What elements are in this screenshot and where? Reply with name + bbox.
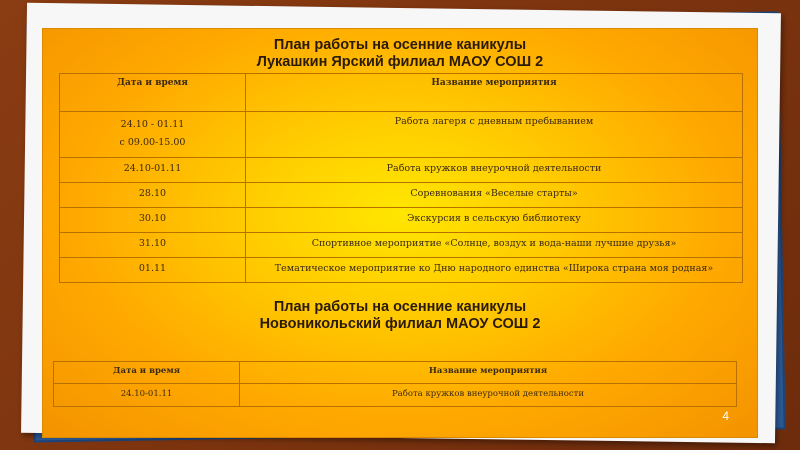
table-row [60, 258, 743, 283]
row-date: 01.11 [60, 258, 246, 283]
row-date: 24.10-01.11 [54, 384, 240, 407]
section2-title [43, 299, 757, 333]
section2-title-line2: Новоникольский филиал МАОУ СОШ 2 [259, 316, 541, 332]
row-event: Работа лагеря с дневным пребыванием [246, 112, 743, 158]
header-event: Название мероприятия [240, 362, 737, 384]
row-date [60, 112, 246, 158]
row-date-value: 24.10 - 01.11 [120, 119, 185, 130]
page-number: 4 [722, 409, 729, 423]
row-event: Спортивное мероприятие «Солнце, воздух и вода-наши лучшие друзья» [246, 233, 743, 258]
row-event: Тематическое мероприятие ко Дню народного единства «Широка страна моя родная» [246, 258, 743, 283]
header-date: Дата и время [60, 74, 246, 112]
row-date: 31.10 [60, 233, 246, 258]
row-date: 28.10 [60, 183, 246, 208]
table-row [54, 384, 737, 407]
section1-title [43, 37, 757, 71]
section2-title-line1: План работы на осенние каникулы [273, 299, 527, 315]
row-event: Работа кружков внеурочной деятельности [246, 158, 743, 183]
section2-schedule-table [53, 361, 737, 407]
table-header-row [54, 362, 737, 384]
table-row [60, 112, 743, 158]
section1-title-line1: План работы на осенние каникулы [273, 37, 527, 53]
section1-schedule-table [59, 73, 743, 283]
section1-title-line2: Лукашкин Ярский филиал МАОУ СОШ 2 [256, 54, 544, 70]
header-date: Дата и время [54, 362, 240, 384]
table-header-row [60, 74, 743, 112]
row-time-value: с 09.00-15.00 [119, 137, 186, 148]
row-event: Экскурсия в сельскую библиотеку [246, 208, 743, 233]
row-date: 24.10-01.11 [60, 158, 246, 183]
row-event: Соревнования «Веселые старты» [246, 183, 743, 208]
slide [42, 28, 758, 438]
row-date: 30.10 [60, 208, 246, 233]
row-event: Работа кружков внеурочной деятельности [240, 384, 737, 407]
table-row [60, 208, 743, 233]
table-row [60, 183, 743, 208]
table-row [60, 233, 743, 258]
table-row [60, 158, 743, 183]
header-event: Название мероприятия [246, 74, 743, 112]
